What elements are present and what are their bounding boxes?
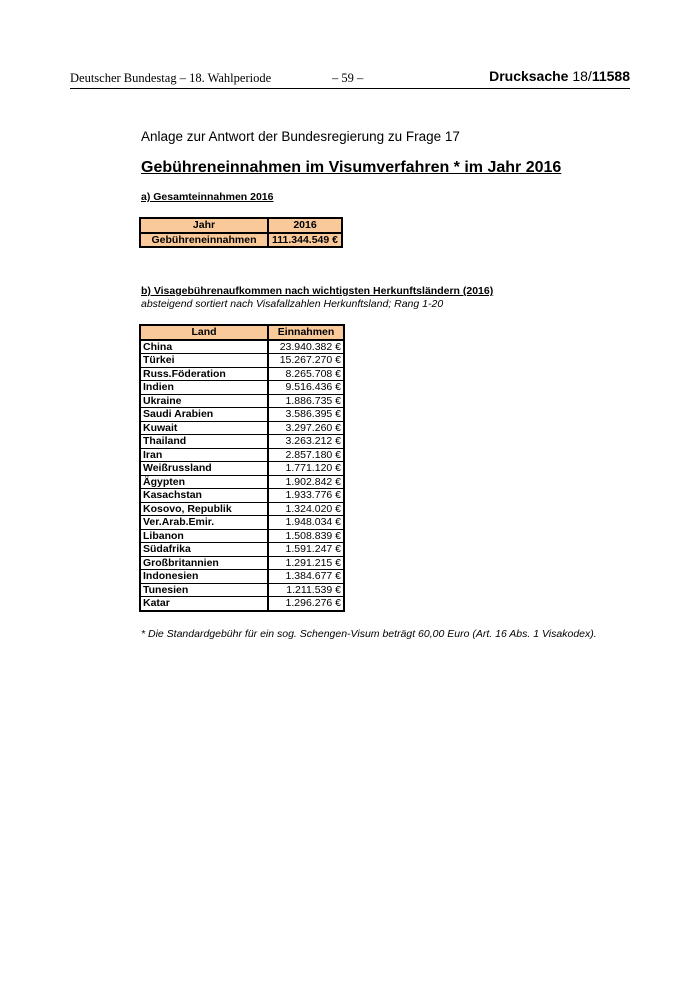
country-revenue: 9.516.436 € — [268, 381, 344, 395]
country-revenue: 1.508.839 € — [268, 529, 344, 543]
column-header-land: Land — [140, 325, 268, 340]
country-revenue: 1.886.735 € — [268, 394, 344, 408]
section-a-heading: a) Gesamteinnahmen 2016 — [141, 191, 274, 203]
country-name: Großbritannien — [140, 556, 268, 570]
country-name: Ver.Arab.Emir. — [140, 516, 268, 530]
country-revenue: 3.297.260 € — [268, 421, 344, 435]
country-name: Kasachstan — [140, 489, 268, 503]
header-doc-number: 11588 — [591, 68, 630, 84]
country-name: Kosovo, Republik — [140, 502, 268, 516]
page-header — [70, 68, 630, 89]
table-row — [140, 462, 344, 476]
table-row — [140, 475, 344, 489]
country-name: Südafrika — [140, 543, 268, 557]
country-revenue-table — [139, 324, 345, 612]
country-name: Libanon — [140, 529, 268, 543]
country-revenue: 1.211.539 € — [268, 583, 344, 597]
country-revenue: 15.267.270 € — [268, 354, 344, 368]
header-document-number — [489, 68, 630, 84]
intro-text: Anlage zur Antwort der Bundesregierung zu Frage 17 — [141, 129, 460, 144]
section-b-subheading: absteigend sortiert nach Visafallzahlen Herkunftsland; Rang 1-20 — [141, 298, 444, 310]
column-header-einnahmen: Einnahmen — [268, 325, 344, 340]
country-revenue: 1.771.120 € — [268, 462, 344, 476]
table-row — [140, 502, 344, 516]
country-revenue: 1.296.276 € — [268, 597, 344, 611]
table-row — [140, 354, 344, 368]
country-name: Weißrussland — [140, 462, 268, 476]
table-row — [140, 421, 344, 435]
table-row — [140, 381, 344, 395]
country-revenue: 1.933.776 € — [268, 489, 344, 503]
country-name: Ägypten — [140, 475, 268, 489]
country-revenue: 3.586.395 € — [268, 408, 344, 422]
country-name: Indonesien — [140, 570, 268, 584]
country-name: Kuwait — [140, 421, 268, 435]
table-row — [140, 529, 344, 543]
footnote: * Die Standardgebühr für ein sog. Schengen-Visum beträgt 60,00 Euro (Art. 16 Abs. 1 Visakodex). — [141, 628, 597, 640]
country-name: Thailand — [140, 435, 268, 449]
country-revenue: 23.940.382 € — [268, 340, 344, 354]
page-title: Gebühreneinnahmen im Visumverfahren * im Jahr 2016 — [141, 159, 562, 176]
country-revenue: 8.265.708 € — [268, 367, 344, 381]
table-row — [140, 516, 344, 530]
total-table-col-year: 2016 — [268, 218, 342, 233]
total-table-col-label: Jahr — [140, 218, 268, 233]
country-revenue: 1.324.020 € — [268, 502, 344, 516]
country-name: Tunesien — [140, 583, 268, 597]
country-revenue: 3.263.212 € — [268, 435, 344, 449]
total-table-row-label: Gebühreneinnahmen — [140, 233, 268, 248]
country-revenue: 1.948.034 € — [268, 516, 344, 530]
country-name: Iran — [140, 448, 268, 462]
table-row — [140, 340, 344, 354]
table-row — [140, 543, 344, 557]
country-name: China — [140, 340, 268, 354]
country-revenue: 1.591.247 € — [268, 543, 344, 557]
table-row — [140, 570, 344, 584]
total-table-row-value: 111.344.549 € — [268, 233, 342, 248]
table-row — [140, 556, 344, 570]
table-row — [140, 489, 344, 503]
table-row — [140, 394, 344, 408]
table-row — [140, 408, 344, 422]
country-name: Türkei — [140, 354, 268, 368]
country-revenue: 1.384.677 € — [268, 570, 344, 584]
header-page-number: – 59 – — [332, 71, 364, 85]
table-row — [140, 435, 344, 449]
section-b-heading: b) Visagebührenaufkommen nach wichtigsten Herkunftsländern (2016) — [141, 285, 494, 297]
table-row — [140, 597, 344, 611]
country-name: Katar — [140, 597, 268, 611]
header-doc-prefix: 18/ — [572, 68, 592, 84]
header-parliament: Deutscher Bundestag – 18. Wahlperiode — [70, 71, 272, 85]
country-name: Russ.Föderation — [140, 367, 268, 381]
header-doc-label: Drucksache — [489, 68, 569, 84]
table-row — [140, 583, 344, 597]
total-revenue-table — [139, 217, 343, 248]
country-name: Ukraine — [140, 394, 268, 408]
table-row — [140, 448, 344, 462]
table-row — [140, 367, 344, 381]
country-name: Indien — [140, 381, 268, 395]
country-name: Saudi Arabien — [140, 408, 268, 422]
country-revenue: 1.291.215 € — [268, 556, 344, 570]
country-revenue: 2.857.180 € — [268, 448, 344, 462]
country-revenue: 1.902.842 € — [268, 475, 344, 489]
